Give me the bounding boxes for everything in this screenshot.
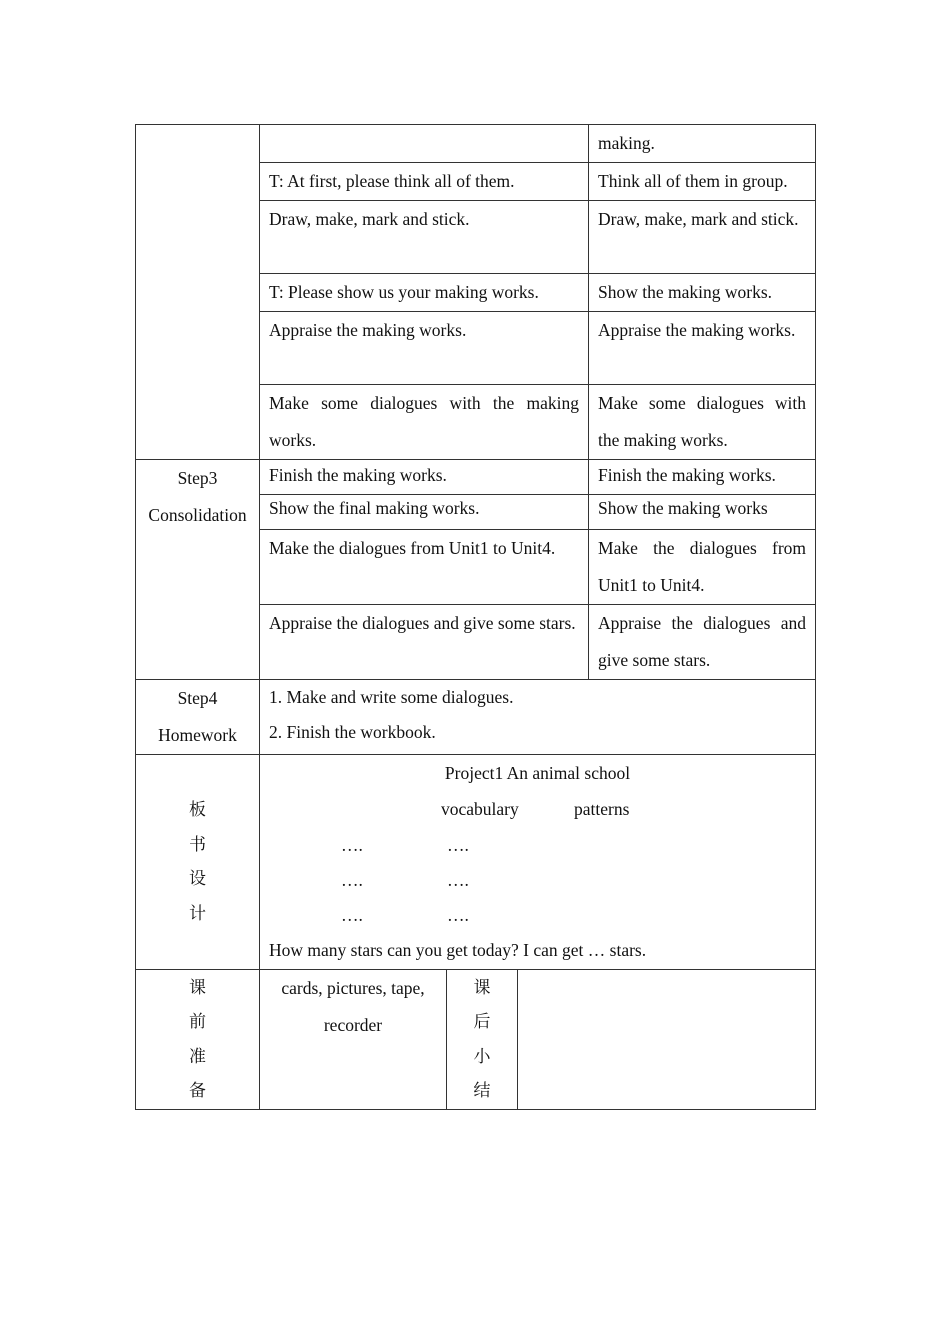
step-title: Consolidation [148,505,247,525]
summary-label-char: 结 [473,1081,491,1101]
prep-label-char: 备 [189,1081,206,1101]
prep-label-char: 课 [189,977,206,998]
vocabulary-placeholder: …. [341,870,363,890]
board-title: Project1 An animal school [444,763,631,783]
board-label-char: 板 [189,800,206,820]
teacher-activity: Appraise the dialogues and give some stars. [260,605,589,680]
prep-label-char: 准 [189,1046,206,1067]
board-footer: How many stars can you get today? I can get … stars. [269,940,647,960]
vocabulary-header: vocabulary [441,799,519,819]
board-row [269,827,806,862]
teacher-activity: Show the final making works. [260,495,589,530]
step3-label-cell [136,460,260,680]
teacher-activity: Draw, make, mark and stick. [260,201,589,274]
table-row [136,755,816,970]
teacher-activity: Make the dialogues from Unit1 to Unit4. [260,530,589,605]
student-activity: Draw, make, mark and stick. [589,201,816,274]
patterns-header: patterns [574,799,630,819]
student-activity: Appraise the dialogues and give some stars. [589,605,816,680]
board-label-char: 计 [189,903,206,924]
teacher-activity [260,125,589,163]
board-design-cell [260,755,816,970]
student-activity: Show the making works. [589,274,816,312]
board-label-char: 设 [189,869,206,889]
pattern-placeholder: …. [447,835,469,855]
board-headers [269,791,806,827]
step-label-cell [136,125,260,460]
summary-label-char: 小 [473,1046,491,1067]
table-row [136,460,816,495]
board-row [269,862,806,897]
student-activity: Appraise the making works. [589,312,816,385]
board-label-char: 书 [189,834,206,855]
lesson-plan-table [135,124,816,1110]
student-activity: Make some dialogues with the making works. [589,385,816,460]
prep-materials-cell: cards, pictures, tape, recorder [260,970,447,1110]
step4-label-cell [136,680,260,755]
summary-content-cell [518,970,816,1110]
summary-label-char: 后 [473,1012,491,1032]
summary-label-char: 课 [473,977,491,998]
pattern-placeholder: …. [447,870,469,890]
step-number: Step4 [177,688,218,708]
vocabulary-placeholder: …. [341,905,363,925]
pattern-placeholder: …. [447,905,469,925]
homework-item: 1. Make and write some dialogues. [269,687,514,707]
student-activity: Finish the making works. [589,460,816,495]
prep-label-cell [136,970,260,1110]
table-row [136,970,816,1110]
teacher-activity: Finish the making works. [260,460,589,495]
vocabulary-placeholder: …. [341,835,363,855]
step-title: Homework [158,725,237,745]
teacher-activity: Appraise the making works. [260,312,589,385]
homework-cell [260,680,816,755]
board-row [269,897,806,932]
student-activity: Think all of them in group. [589,163,816,201]
table-row [136,680,816,755]
step-number: Step3 [177,468,218,488]
table-row [136,125,816,163]
student-activity: Show the making works [589,495,816,530]
student-activity: Make the dialogues from Unit1 to Unit4. [589,530,816,605]
student-activity: making. [589,125,816,163]
prep-label-char: 前 [189,1012,206,1032]
teacher-activity: T: At first, please think all of them. [260,163,589,201]
homework-item: 2. Finish the workbook. [269,722,436,742]
summary-label-cell [447,970,518,1110]
teacher-activity: Make some dialogues with the making works. [260,385,589,460]
board-label-cell [136,755,260,970]
teacher-activity: T: Please show us your making works. [260,274,589,312]
